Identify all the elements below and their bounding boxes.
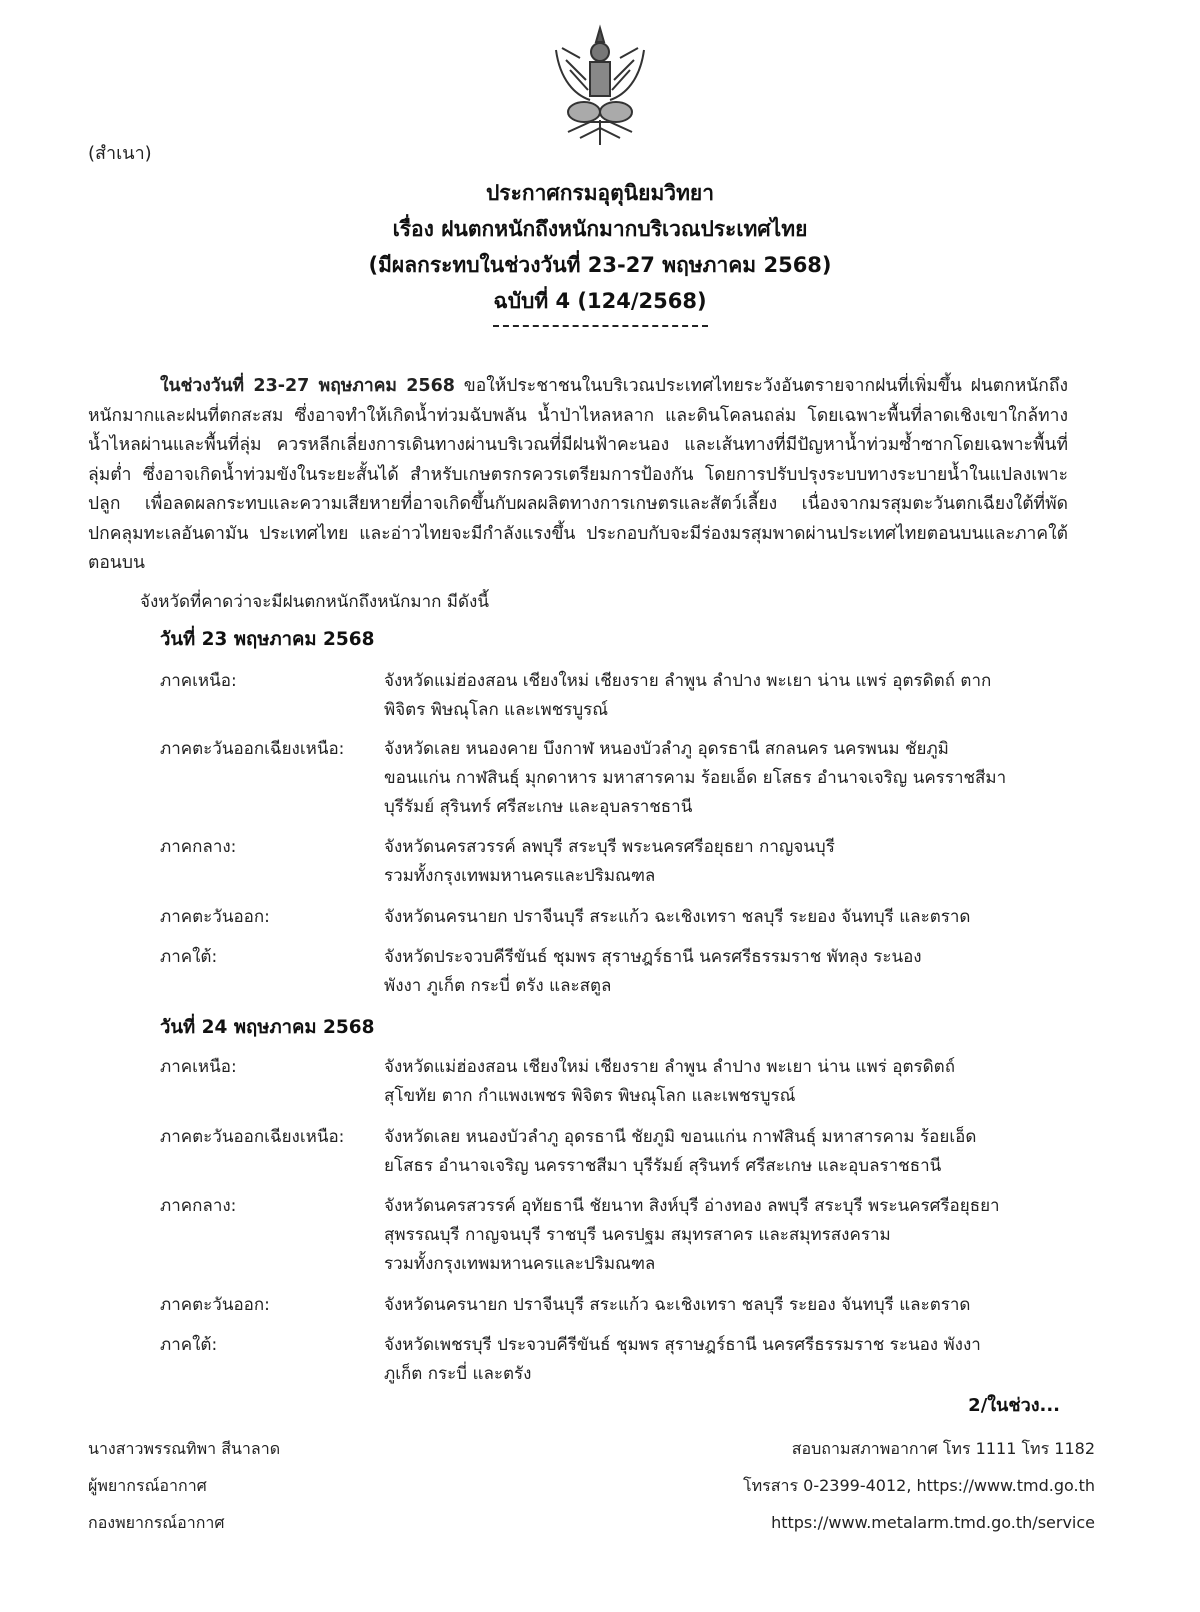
region-provinces: จังหวัดนครนายก ปราจีนบุรี สระแก้ว ฉะเชิงเทรา ชลบุรี ระยอง จันทบุรี และตราด <box>384 907 971 927</box>
contact-metalarm-link[interactable]: https://www.metalarm.tmd.go.th/service <box>771 1513 1095 1532</box>
next-page-marker: 2/ในช่วง... <box>968 1395 1060 1416</box>
region-row <box>160 735 1060 822</box>
title-issue-number: ฉบับที่ 4 (124/2568) <box>493 289 707 313</box>
title-agency: ประกาศกรมอุตุนิยมวิทยา <box>485 181 715 205</box>
title-period: (มีผลกระทบในช่วงวันที่ 23-27 พฤษภาคม 2568) <box>368 253 832 277</box>
region-row <box>160 1291 1060 1320</box>
garuda-emblem-icon <box>520 20 680 150</box>
region-label: ภาคเหนือ: <box>160 1057 237 1077</box>
contact-phone: สอบถามสภาพอากาศ โทร 1111 โทร 1182 <box>791 1439 1095 1458</box>
region-provinces: จังหวัดประจวบคีรีขันธ์ ชุมพร สุราษฎร์ธานี นครศรีธรรมราช พัทลุง ระนอง พังงา ภูเก็ต กระบี่ ตรัง และสตูล <box>384 947 922 996</box>
footer-contact <box>743 1430 1095 1541</box>
footer-signatory <box>88 1430 280 1541</box>
region-row <box>160 1123 1060 1181</box>
region-row <box>160 1331 1060 1389</box>
region-row <box>160 833 1060 891</box>
region-provinces: จังหวัดนครสวรรค์ อุทัยธานี ชัยนาท สิงห์บุรี อ่างทอง ลพบุรี สระบุรี พระนครศรีอยุธยา สุพรรณบุรี กาญจนบุรี ราชบุรี นครปฐม สมุทรสาคร และสมุทรสงคราม รวมทั้งกรุงเทพมหานครและปริมณฑล <box>384 1196 1000 1274</box>
region-label: ภาคตะวันออกเฉียงเหนือ: <box>160 1127 345 1147</box>
region-label: ภาคตะวันออก: <box>160 907 270 927</box>
contact-fax-website: โทรสาร 0-2399-4012, https://www.tmd.go.th <box>743 1476 1095 1495</box>
region-label: ภาคกลาง: <box>160 837 237 857</box>
region-provinces: จังหวัดเลย หนองบัวลำภู อุดรธานี ชัยภูมิ ขอนแก่น กาฬสินธุ์ มหาสารคาม ร้อยเอ็ด ยโสธร อำนาจเจริญ นครราชสีมา บุรีรัมย์ สุรินทร์ ศรีสะเกษ และอุบลราชธานี <box>384 1127 977 1176</box>
region-provinces: จังหวัดแม่ฮ่องสอน เชียงใหม่ เชียงราย ลำพูน ลำปาง พะเยา น่าน แพร่ อุตรดิตถ์ ตาก พิจิตร พิษณุโลก และเพชรบูรณ์ <box>384 671 992 720</box>
region-row <box>160 1053 1060 1111</box>
body-paragraph <box>88 372 1068 579</box>
region-label: ภาคตะวันออกเฉียงเหนือ: <box>160 739 345 759</box>
signatory-name: นางสาวพรรณทิพา สีนาลาด <box>88 1439 281 1458</box>
region-row <box>160 903 1060 932</box>
region-label: ภาคตะวันออก: <box>160 1295 270 1315</box>
region-row <box>160 943 1060 1001</box>
region-label: ภาคกลาง: <box>160 1196 237 1216</box>
region-provinces: จังหวัดนครสวรรค์ ลพบุรี สระบุรี พระนครศรีอยุธยา กาญจนบุรี รวมทั้งกรุงเทพมหานครและปริมณฑล <box>384 837 835 886</box>
region-provinces: จังหวัดนครนายก ปราจีนบุรี สระแก้ว ฉะเชิงเทรา ชลบุรี ระยอง จันทบุรี และตราด <box>384 1295 971 1315</box>
region-row <box>160 1192 1060 1279</box>
body-text: ขอให้ประชาชนในบริเวณประเทศไทยระวังอันตรายจากฝนที่เพิ่มขึ้น ฝนตกหนักถึงหนักมากและฝนที่ตกสะสม ซึ่งอาจทำให้เกิดน้ำท่วมฉับพลัน น้ำป่าไหลหลาก และดินโคลนถล่ม โดยเฉพาะพื้นที่ลาดเชิงเขาใกล้ทางน้ำไหลผ่านและพื้นที่ลุ่ม ควรหลีกเลี่ยงการเดินทางผ่านบริเวณที่มีฝนฟ้าคะนอง และเส้นทางที่มีปัญหาน้ำท่วมซ้ำซากโดยเฉพาะพื้นที่ลุ่มต่ำ ซึ่งอาจเกิดน้ำท่วมขังในระยะสั้นได้ สำหรับเกษตรกรควรเตรียมการป้องกัน โดยการปรับปรุงระบบทางระบายน้ำในแปลงเพาะปลูก เพื่อลดผลกระทบและความเสียหายที่อาจเกิดขึ้นกับผลผลิตทางการเกษตรและสัตว์เลี้ยง เนื่องจากมรสุมตะวันตกเฉียงใต้ที่พัดปกคลุมทะเลอันดามัน ประเทศไทย และอ่าวไทยจะมีกำลังแรงขึ้น ประกอบกับจะมีร่องมรสุมพาดผ่านประเทศไทยตอนบนและภาคใต้ตอนบน <box>88 376 1068 573</box>
title-subject: เรื่อง ฝนตกหนักถึงหนักมากบริเวณประเทศไทย <box>392 217 808 241</box>
region-row <box>160 667 1060 725</box>
region-label: ภาคใต้: <box>160 1335 218 1355</box>
day-heading-23: วันที่ 23 พฤษภาคม 2568 <box>160 629 375 650</box>
title-divider <box>493 325 708 327</box>
region-provinces: จังหวัดแม่ฮ่องสอน เชียงใหม่ เชียงราย ลำพูน ลำปาง พะเยา น่าน แพร่ อุตรดิตถ์ สุโขทัย ตาก กำแพงเพชร พิจิตร พิษณุโลก และเพชรบูรณ์ <box>384 1057 955 1106</box>
signatory-position: ผู้พยากรณ์อากาศ <box>88 1476 207 1495</box>
copy-label: (สำเนา) <box>88 143 152 164</box>
body-lead: ในช่วงวันที่ 23-27 พฤษภาคม 2568 <box>160 376 455 396</box>
region-provinces: จังหวัดเพชรบุรี ประจวบคีรีขันธ์ ชุมพร สุราษฎร์ธานี นครศรีธรรมราช ระนอง พังงา ภูเก็ต กระบี่ และตรัง <box>384 1335 981 1384</box>
provinces-intro: จังหวัดที่คาดว่าจะมีฝนตกหนักถึงหนักมาก มีดังนี้ <box>140 592 489 612</box>
region-provinces: จังหวัดเลย หนองคาย บึงกาฬ หนองบัวลำภู อุดรธานี สกลนคร นครพนม ชัยภูมิ ขอนแก่น กาฬสินธุ์ มุกดาหาร มหาสารคาม ร้อยเอ็ด ยโสธร อำนาจเจริญ นครราชสีมา บุรีรัมย์ สุรินทร์ ศรีสะเกษ และอุบลราชธานี <box>384 739 1007 817</box>
signatory-division: กองพยากรณ์อากาศ <box>88 1513 225 1532</box>
announcement-title <box>0 175 1200 327</box>
region-label: ภาคใต้: <box>160 947 218 967</box>
region-label: ภาคเหนือ: <box>160 671 237 691</box>
day-heading-24: วันที่ 24 พฤษภาคม 2568 <box>160 1017 375 1038</box>
